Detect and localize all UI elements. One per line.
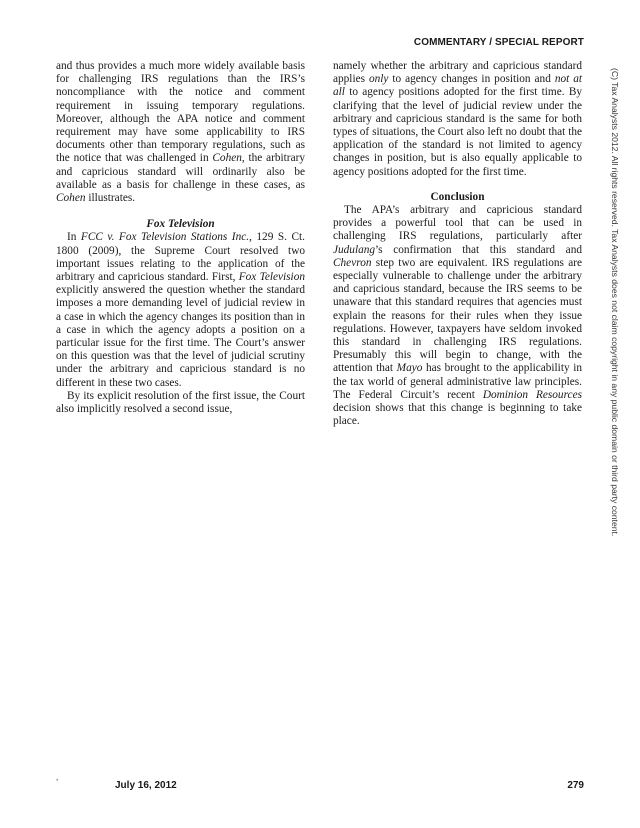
left-column xyxy=(56,60,305,416)
text-run: The APA’s arbitrary and capricious standard provides a powerful tool that can be used in challenging IRS regulations, particularly after xyxy=(333,204,582,243)
case-name: Judulang xyxy=(333,243,376,256)
case-name: Fox Television xyxy=(238,271,305,284)
case-name: Dominion Resources xyxy=(482,388,582,401)
text-run: In xyxy=(67,231,81,244)
text-run: to agency positions adopted for the first time. By clarifying that the level of judicial review under the arbitrary and capricious standard is the same for both types of situations, the Court also left no doubt that the application of the standard is not limited to agency changes in position, but is also equally applicable to agency positions adopted for the first time. xyxy=(333,86,582,178)
running-header: COMMENTARY / SPECIAL REPORT xyxy=(413,37,584,48)
text-run: decision shows that this change is beginning to take place. xyxy=(333,402,582,428)
text-run: and thus provides a much more widely available basis for challenging IRS regulations than the IRS’s noncompliance with the notice and comment requirement in issuing temporary regulations. Moreover, although the APA notice and comment requirement may have some applicability to IRS documents other than temporary regulations, such as the notice that was challenged in xyxy=(56,60,305,165)
paragraph xyxy=(56,60,305,205)
text-run: to agency changes in position and xyxy=(388,73,555,86)
right-column xyxy=(333,60,582,428)
text-run: , 129 S. Ct. 1800 (2009), the Supreme Court resolved two important issues relating to the application of the arbitrary and capricious standard. First, xyxy=(56,231,305,284)
paragraph: By its explicit resolution of the first issue, the Court also implicitly resolved a second issue, xyxy=(56,389,305,416)
section-heading-fox-television: Fox Television xyxy=(146,218,215,231)
case-name: FCC v. Fox Television Stations Inc. xyxy=(80,231,250,244)
text-run: , the arbitrary and capricious standard will ordinarily also be available as a basis for challenge in these cases, as xyxy=(56,152,305,191)
issue-date: July 16, 2012 xyxy=(115,780,177,791)
text-run: explicitly answered the question whether the standard imposes a more demanding level of judicial review in a case in which the agency changes its position than in a case in which the agency adopts a position on a particular issue for the first time. The Court’s answer on this question was that the level of judicial scrutiny under the arbitrary and capricious standard is no different in these two cases. xyxy=(56,284,305,389)
copyright-notice: (C) Tax Analysts 2012. All rights reserved. Tax Analysts does not claim copyright in any public domain or third party content. xyxy=(610,68,620,537)
text-run: step two are equivalent. IRS regulations are especially vulnerable to challenge under the arbitrary and capricious standard, because the IRS seems to be unaware that this standard requires that agencies must explain the reasons for their rules when they issue regulations. However, taxpayers have seldom invoked this standard in challenging IRS regulations. Presumably this will begin to change, with the attention that xyxy=(333,256,582,375)
emphasis: only xyxy=(368,73,389,86)
section-heading-conclusion: Conclusion xyxy=(430,190,485,203)
text-run: ’s confirmation that this standard and xyxy=(375,243,582,256)
text-run: illustrates. xyxy=(85,192,136,205)
page-number: 279 xyxy=(567,780,584,791)
case-name: Mayo xyxy=(396,362,423,375)
emphasis: not at all xyxy=(333,73,583,99)
text-run: has brought to the applicability in the tax world of general administrative law principles. The Federal Circuit’s recent xyxy=(333,362,582,401)
paragraph xyxy=(56,231,305,389)
text-run: namely whether the arbitrary and capricious standard applies xyxy=(333,60,582,86)
case-name: Cohen xyxy=(212,152,242,165)
paragraph xyxy=(333,204,582,428)
case-name: Chevron xyxy=(333,256,372,269)
footer-mark: * xyxy=(56,779,59,785)
paragraph xyxy=(333,60,582,179)
case-name: Cohen xyxy=(56,192,86,205)
